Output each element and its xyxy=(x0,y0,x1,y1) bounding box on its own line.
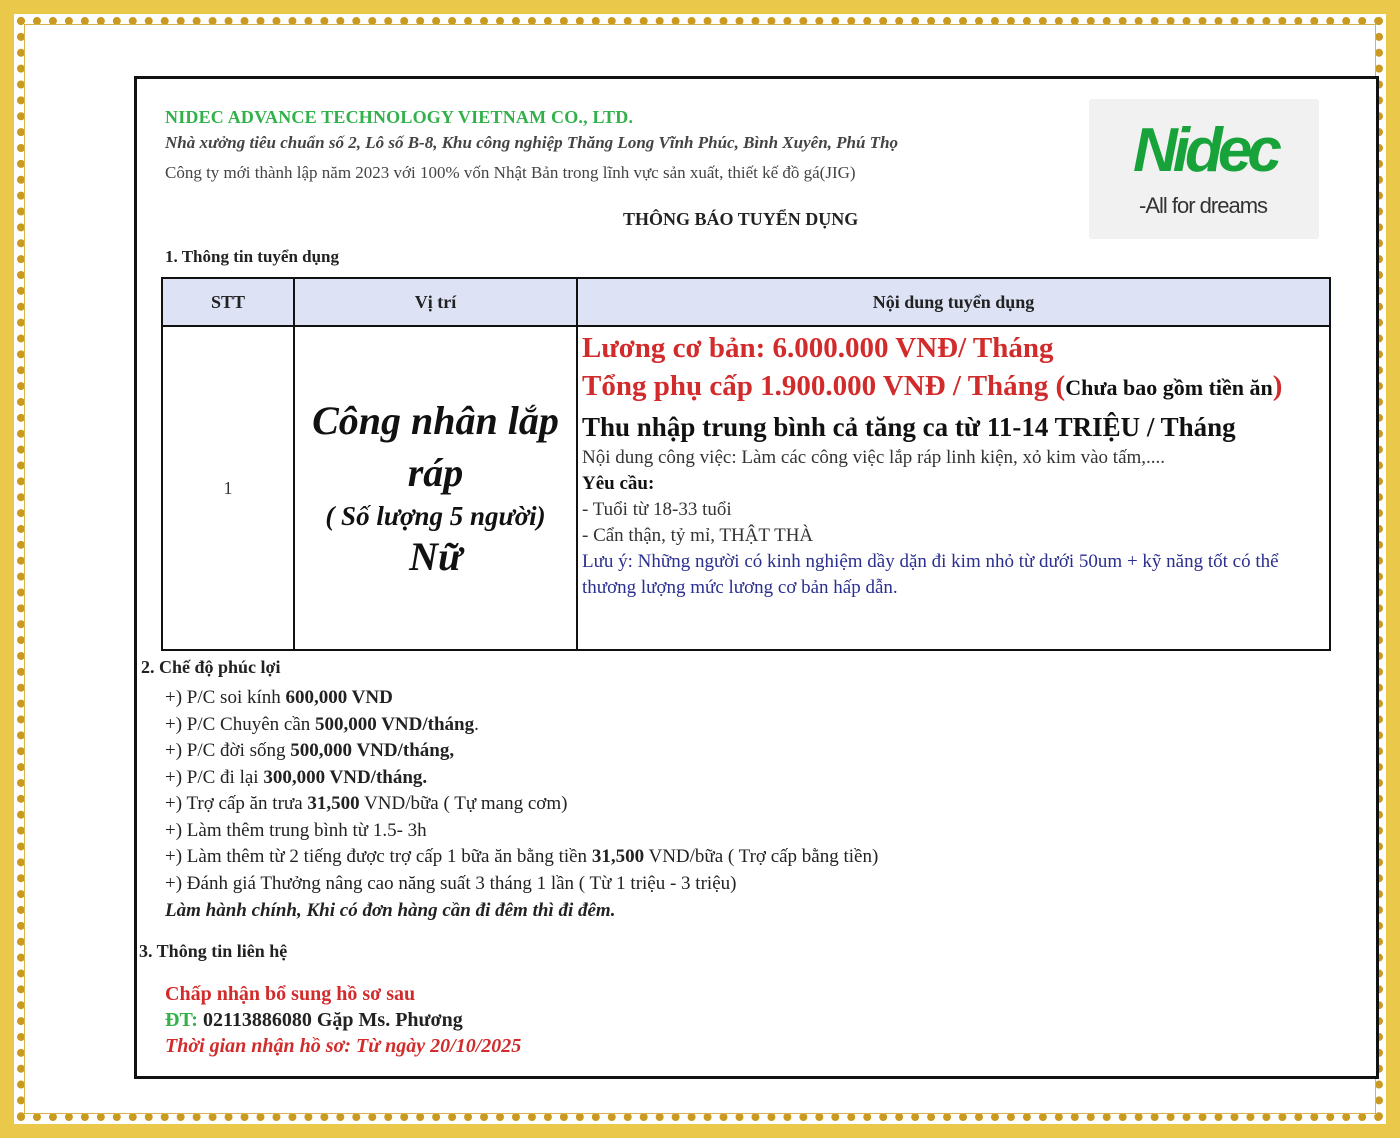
benefit-item: +) Trợ cấp ăn trưa 31,500 VND/bữa ( Tự mang cơm) xyxy=(165,793,568,814)
cell-stt: 1 xyxy=(162,326,294,650)
average-income: Thu nhập trung bình cả tăng ca từ 11-14 TRIỆU / Tháng xyxy=(582,412,1236,442)
cell-position xyxy=(294,326,577,650)
requirements-title: Yêu cầu: xyxy=(582,473,655,494)
section2-title: 2. Chế độ phúc lợi xyxy=(141,657,281,677)
recruitment-document xyxy=(134,76,1379,1079)
position-gender: Nữ xyxy=(409,533,462,579)
allowance-note: Chưa bao gồm tiền ăn xyxy=(1065,375,1273,400)
header-stt: STT xyxy=(162,278,294,326)
company-address: Nhà xưởng tiêu chuẩn số 2, Lô số B-8, Khu công nghiệp Thăng Long Vĩnh Phúc, Bình Xuyên, Phú Thọ xyxy=(165,133,899,152)
benefit-item: +) Làm thêm từ 2 tiếng được trợ cấp 1 bữa ăn bằng tiền 31,500 VND/bữa ( Trợ cấp bằng tiền) xyxy=(165,846,879,867)
company-description: Công ty mới thành lập năm 2023 với 100% vốn Nhật Bản trong lĩnh vực sản xuất, thiết kế đồ gá(JIG) xyxy=(165,163,856,182)
contact-phone xyxy=(165,1009,463,1032)
basic-salary: Lương cơ bản: 6.000.000 VNĐ/ Tháng xyxy=(582,332,1054,364)
table-header-row xyxy=(162,278,1330,326)
benefit-item: +) Đánh giá Thưởng nâng cao năng suất 3 tháng 1 lần ( Từ 1 triệu - 3 triệu) xyxy=(165,872,737,894)
header-content: Nội dung tuyển dụng xyxy=(577,278,1330,326)
requirement-item: - Cẩn thận, tỷ mỉ, THẬT THÀ xyxy=(582,525,814,546)
contact-note: Chấp nhận bổ sung hồ sơ sau xyxy=(165,983,416,1005)
position-title: Công nhân lắp ráp xyxy=(312,397,559,495)
benefit-item: +) P/C Chuyên cần 500,000 VND/tháng. xyxy=(165,713,479,735)
notice-title: THÔNG BÁO TUYỂN DỤNG xyxy=(623,209,859,229)
header-position: Vị trí xyxy=(294,278,577,326)
total-allowance xyxy=(582,367,1325,407)
application-date: Thời gian nhận hồ sơ: Từ ngày 20/10/2025 xyxy=(165,1035,522,1057)
allowance-text: Tổng phụ cấp 1.900.000 VNĐ / Tháng ( xyxy=(582,370,1066,402)
phone-value: 02113886080 Gặp Ms. Phương xyxy=(197,1009,463,1031)
requirement-item: - Tuổi từ 18-33 tuổi xyxy=(582,499,732,520)
allowance-close: ) xyxy=(1272,370,1283,402)
table-row xyxy=(162,326,1330,650)
recruitment-table xyxy=(161,277,1331,651)
benefit-item: +) Làm thêm trung bình từ 1.5- 3h xyxy=(165,819,427,841)
benefit-item: +) P/C soi kính 600,000 VND xyxy=(165,687,393,708)
cell-content xyxy=(577,326,1330,650)
company-name: NIDEC ADVANCE TECHNOLOGY VIETNAM CO., LTD. xyxy=(165,107,634,127)
position-quantity: ( Số lượng 5 người) xyxy=(325,500,546,531)
benefit-item: +) P/C đời sống 500,000 VND/tháng, xyxy=(165,740,455,761)
phone-label: ĐT: xyxy=(165,1009,198,1031)
section3-title: 3. Thông tin liên hệ xyxy=(139,941,288,961)
benefit-item: +) P/C đi lại 300,000 VND/tháng. xyxy=(165,766,428,788)
section1-title: 1. Thông tin tuyển dụng xyxy=(165,247,340,266)
logo-word: Nidec xyxy=(1133,116,1277,185)
experience-note: Lưu ý: Những người có kinh nghiệm dầy dặn đi kim nhỏ từ dưới 50um + kỹ năng tốt có thể thương lượng mức lương cơ bản hấp dẫn. xyxy=(582,551,1279,598)
logo-tagline: -All for dreams xyxy=(1139,193,1268,218)
night-shift-note: Làm hành chính, Khi có đơn hàng cần đi đêm thì đi đêm. xyxy=(165,900,616,921)
nidec-logo xyxy=(1089,99,1319,239)
job-content: Nội dung công việc: Làm các công việc lắp ráp linh kiện, xỏ kim vào tấm,.... xyxy=(582,447,1166,468)
benefits-list xyxy=(165,685,878,925)
